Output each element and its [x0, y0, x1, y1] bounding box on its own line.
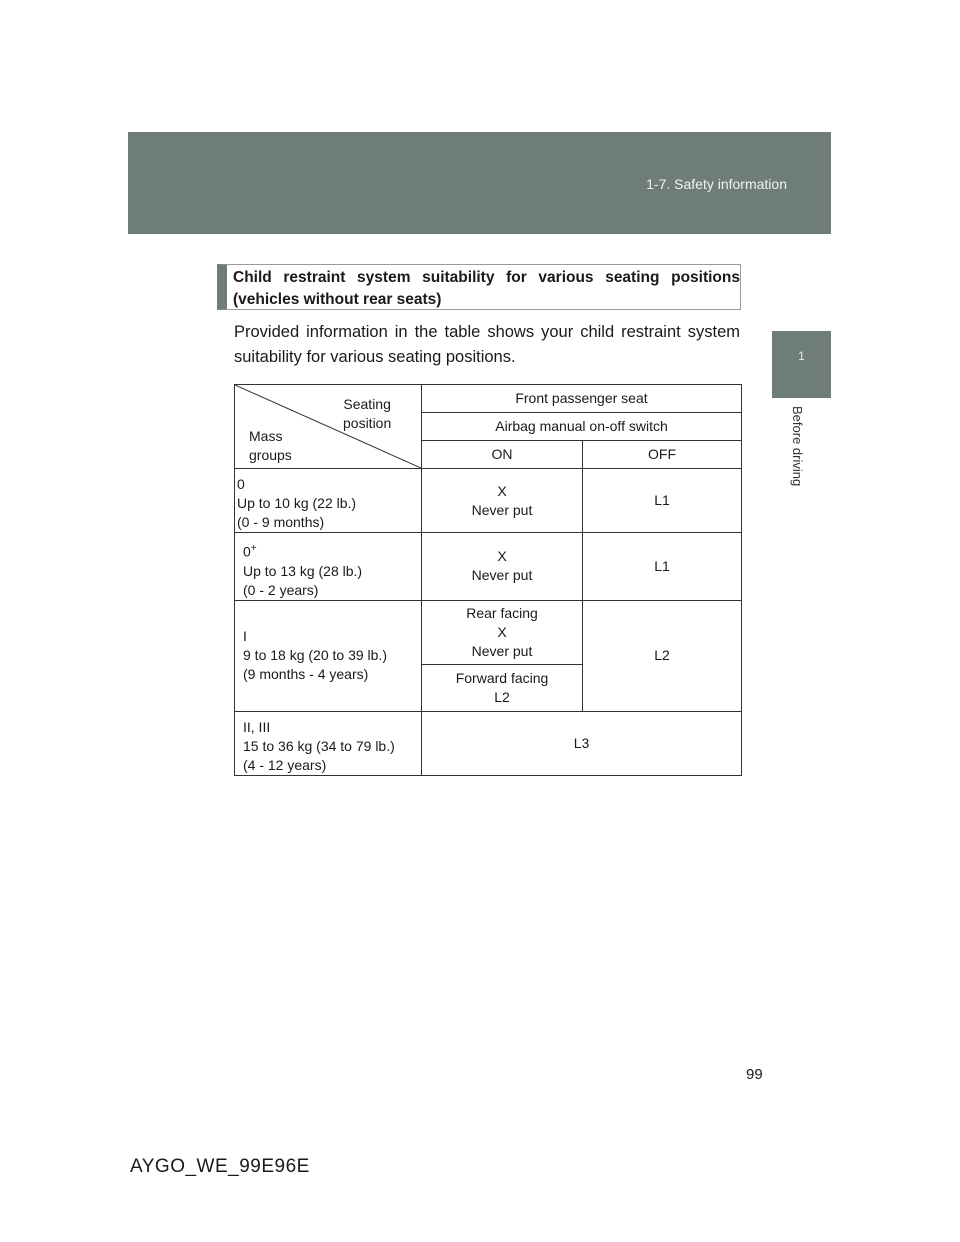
- header-on: ON: [422, 441, 583, 469]
- suitability-table: [234, 384, 742, 776]
- mass-group-cell: [235, 469, 422, 533]
- section-label: 1-7. Safety information: [646, 176, 787, 192]
- corner-bottom-line2: groups: [249, 447, 292, 463]
- rear-facing-label: Rear facing: [466, 604, 538, 621]
- corner-seating-position: [343, 395, 391, 433]
- on-value: X: [497, 482, 507, 499]
- corner-cell: [235, 385, 422, 469]
- table-row: [235, 469, 742, 533]
- header-off: OFF: [583, 441, 742, 469]
- corner-top-line2: position: [343, 415, 392, 431]
- weight-label: 15 to 36 kg (34 to 79 lb.): [243, 737, 395, 754]
- group-label: II, III: [243, 718, 271, 735]
- age-label: (4 - 12 years): [243, 756, 327, 773]
- forward-facing-cell: [422, 664, 583, 711]
- document-code: AYGO_WE_99E96E: [130, 1156, 310, 1177]
- page-number: 99: [746, 1066, 763, 1083]
- weight-label: Up to 13 kg (28 lb.): [243, 562, 363, 579]
- corner-mass-groups: [249, 427, 292, 465]
- corner-top-line1: Seating: [343, 396, 391, 412]
- forward-facing-value: L2: [494, 688, 510, 705]
- table-row: [235, 533, 742, 601]
- rear-facing-value: X: [497, 623, 507, 640]
- group-label: 0: [237, 476, 245, 492]
- table-row: [235, 600, 742, 664]
- mass-group-cell: [235, 533, 422, 601]
- intro-paragraph: Provided information in the table shows your child restraint system suitability for various seating positions.: [234, 323, 740, 366]
- corner-bottom-line1: Mass: [249, 428, 283, 444]
- forward-facing-label: Forward facing: [455, 669, 549, 686]
- on-note: Never put: [471, 501, 533, 518]
- section-heading: Child restraint system suitability for various seating positions (vehicles without rear seats): [217, 264, 741, 310]
- header-airbag-switch: Airbag manual on-off switch: [422, 413, 742, 441]
- group-label: I: [243, 628, 247, 645]
- rear-facing-cell: [422, 600, 583, 664]
- header-band: [128, 132, 831, 234]
- on-cell: [422, 469, 583, 533]
- chapter-label: Before driving: [790, 406, 805, 487]
- mass-group-cell: [235, 711, 422, 775]
- merged-cell: L3: [422, 711, 742, 775]
- age-label: (0 - 2 years): [243, 581, 319, 598]
- weight-label: 9 to 18 kg (20 to 39 lb.): [243, 647, 387, 664]
- weight-label: Up to 10 kg (22 lb.): [237, 495, 357, 511]
- rear-facing-note: Never put: [471, 642, 533, 659]
- on-note: Never put: [471, 567, 533, 584]
- on-cell: [422, 533, 583, 601]
- group-label-row: [243, 539, 421, 562]
- off-cell: L1: [583, 533, 742, 601]
- header-front-passenger-seat: Front passenger seat: [422, 385, 742, 413]
- mass-group-cell: [235, 600, 422, 711]
- age-label: (0 - 9 months): [237, 514, 325, 530]
- off-cell: L1: [583, 469, 742, 533]
- off-cell: L2: [583, 600, 742, 711]
- chapter-tab: 1: [772, 331, 831, 398]
- age-label: (9 months - 4 years): [243, 666, 369, 683]
- table-row: [235, 711, 742, 775]
- group-label: 0: [243, 543, 251, 560]
- group-superscript: +: [250, 543, 257, 554]
- on-value: X: [497, 548, 507, 565]
